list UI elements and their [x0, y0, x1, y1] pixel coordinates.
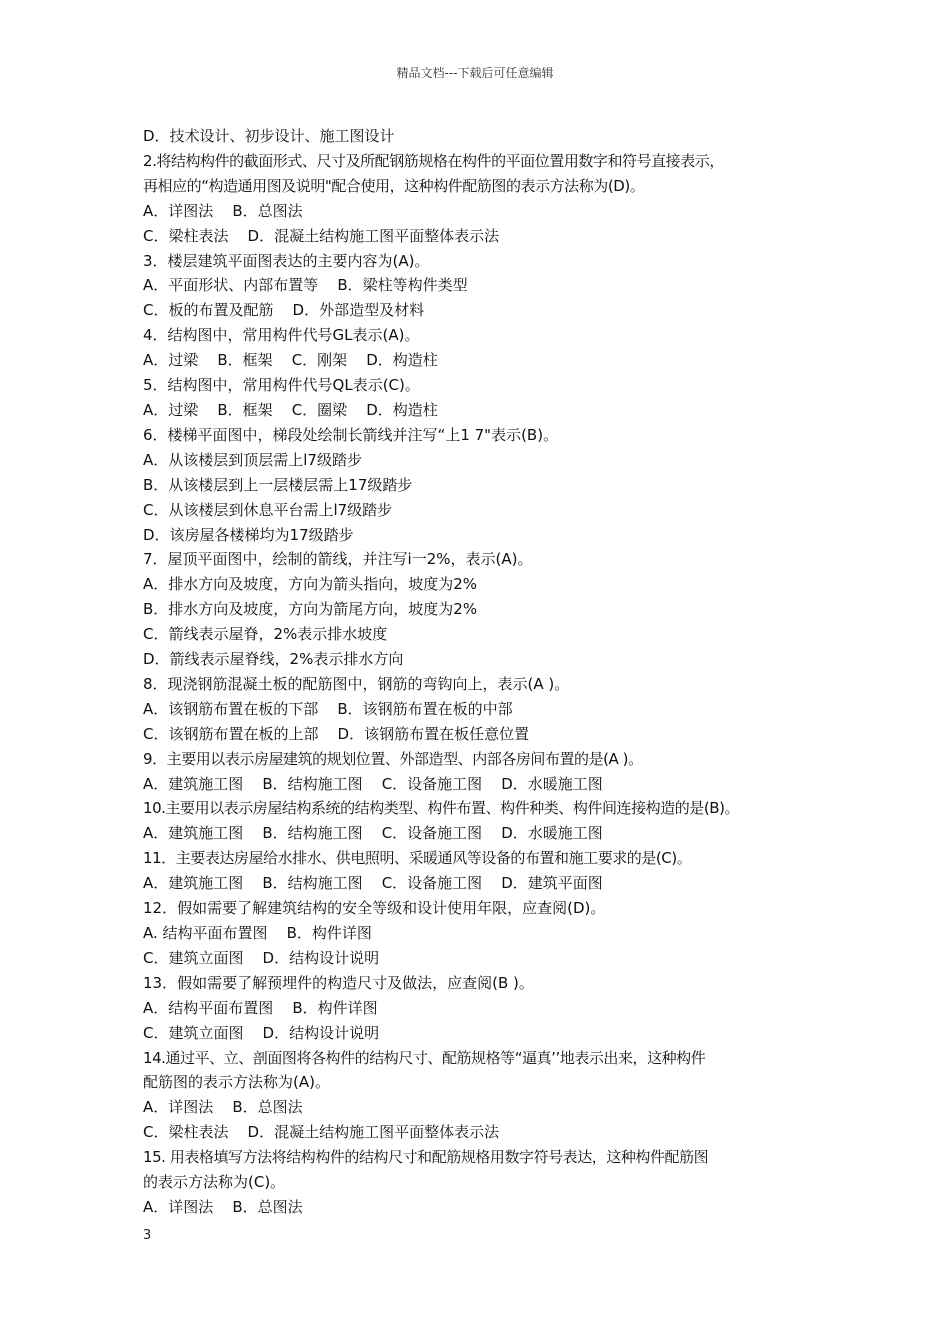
text-line: C．该钢筋布置在板的上部 D．该钢筋布置在板任意位置	[143, 724, 530, 743]
text-line: A．建筑施工图 B．结构施工图 C．设备施工图 D．建筑平面图	[143, 874, 603, 893]
text-line: 8．现浇钢筋混凝土板的配筋图中，钢筋的弯钩向上，表示(A )。	[143, 674, 570, 693]
page-header: 精品文档---下载后可任意编辑	[396, 66, 554, 80]
text-line: A．该钢筋布置在板的下部 B．该钢筋布置在板的中部	[143, 699, 513, 718]
text-line: A．详图法 B．总图法	[143, 1098, 303, 1117]
text-line: A．详图法 B．总图法	[143, 1197, 303, 1216]
text-line: C．从该楼层到休息平台需上l7级踏步	[143, 500, 393, 519]
text-line: B．从该楼层到上一层楼层需上17级踏步	[143, 475, 413, 494]
text-line: C．梁柱表法 D．混凝土结构施工图平面整体表示法	[143, 1123, 500, 1142]
text-line: C．箭线表示屋脊，2%表示排水坡度	[143, 625, 388, 644]
text-line: 13．假如需要了解预埋件的构造尺寸及做法，应查阅(B )。	[143, 973, 534, 992]
text-line: A．从该楼层到顶层需上l7级踏步	[143, 450, 362, 469]
text-line: 4．结构图中，常用构件代号GL表示(A)。	[143, 326, 420, 345]
document-body	[143, 124, 813, 1220]
text-line: A．过梁 B．框架 C．刚架 D．构造柱	[143, 351, 438, 370]
text-line: D．箭线表示屋脊线，2%表示排水方向	[143, 650, 404, 669]
page-number: 3	[143, 1228, 152, 1243]
text-line: 9．主要用以表示房屋建筑的规划位置、外部造型、内部各房间布置的是(A )。	[143, 749, 643, 768]
text-line: C．板的布置及配筋 D．外部造型及材料	[143, 301, 425, 320]
text-line: A．建筑施工图 B．结构施工图 C．设备施工图 D．水暖施工图	[143, 824, 603, 843]
text-line: 配筋图的表示方法称为(A)。	[143, 1073, 330, 1092]
text-line: A. 结构平面布置图 B．构件详图	[143, 924, 372, 942]
text-line: C．建筑立面图 D．结构设计说明	[143, 1023, 380, 1042]
text-line: 3．楼层建筑平面图表达的主要内容为(A)。	[143, 251, 430, 270]
text-line: A．建筑施工图 B．结构施工图 C．设备施工图 D．水暖施工图	[143, 774, 603, 793]
text-line: 11．主要表达房屋给水排水、供电照明、采暖通风等设备的布置和施工要求的是(C)。	[143, 849, 692, 868]
text-line: 15. 用表格填写方法将结构构件的结构尺寸和配筋规格用数字符号表达，这种构件配筋图	[143, 1148, 709, 1167]
text-line: 14.通过平、立、剖面图将各构件的结构尺寸、配筋规格等“逼真’’地表示出来，这种构件	[143, 1048, 706, 1067]
text-line: D．技术设计、初步设计、施工图设计	[143, 127, 395, 145]
text-line: A．平面形状、内部布置等 B．梁柱等构件类型	[143, 276, 468, 295]
text-line: D．该房屋各楼梯均为17级踏步	[143, 525, 354, 544]
text-line: 的表示方法称为(C)。	[143, 1173, 286, 1192]
text-line: C．梁柱表法 D．混凝土结构施工图平面整体表示法	[143, 226, 500, 245]
text-line: C．建筑立面图 D．结构设计说明	[143, 948, 380, 967]
text-line: 12．假如需要了解建筑结构的安全等级和设计使用年限，应查阅(D)。	[143, 899, 606, 918]
text-line: 10.主要用以表示房屋结构系统的结构类型、构件布置、构件种类、构件间连接构造的是(B)。	[143, 799, 740, 818]
text-line: A．排水方向及坡度，方向为箭头指向，坡度为2%	[143, 575, 478, 594]
text-line: A．详图法 B．总图法	[143, 201, 303, 220]
text-line: 2.将结构构件的截面形式、尺寸及所配钢筋规格在构件的平面位置用数字和符号直接表示，	[143, 151, 724, 170]
text-line: 6．楼梯平面图中，梯段处绘制长箭线并注写“上1 7"表示(B)。	[143, 425, 559, 444]
text-line: A．结构平面布置图 B．构件详图	[143, 998, 378, 1017]
text-line: 再相应的“构造通用图及说明"配合使用，这种构件配筋图的表示方法称为(D)。	[143, 176, 645, 195]
text-line: A．过梁 B．框架 C．圈梁 D．构造柱	[143, 400, 438, 419]
text-line: B．排水方向及坡度，方向为箭尾方向，坡度为2%	[143, 600, 478, 619]
text-line: 7．屋顶平面图中，绘制的箭线，并注写i一2%，表示(A)。	[143, 550, 533, 569]
text-line: 5．结构图中，常用构件代号QL表示(C)。	[143, 376, 420, 395]
